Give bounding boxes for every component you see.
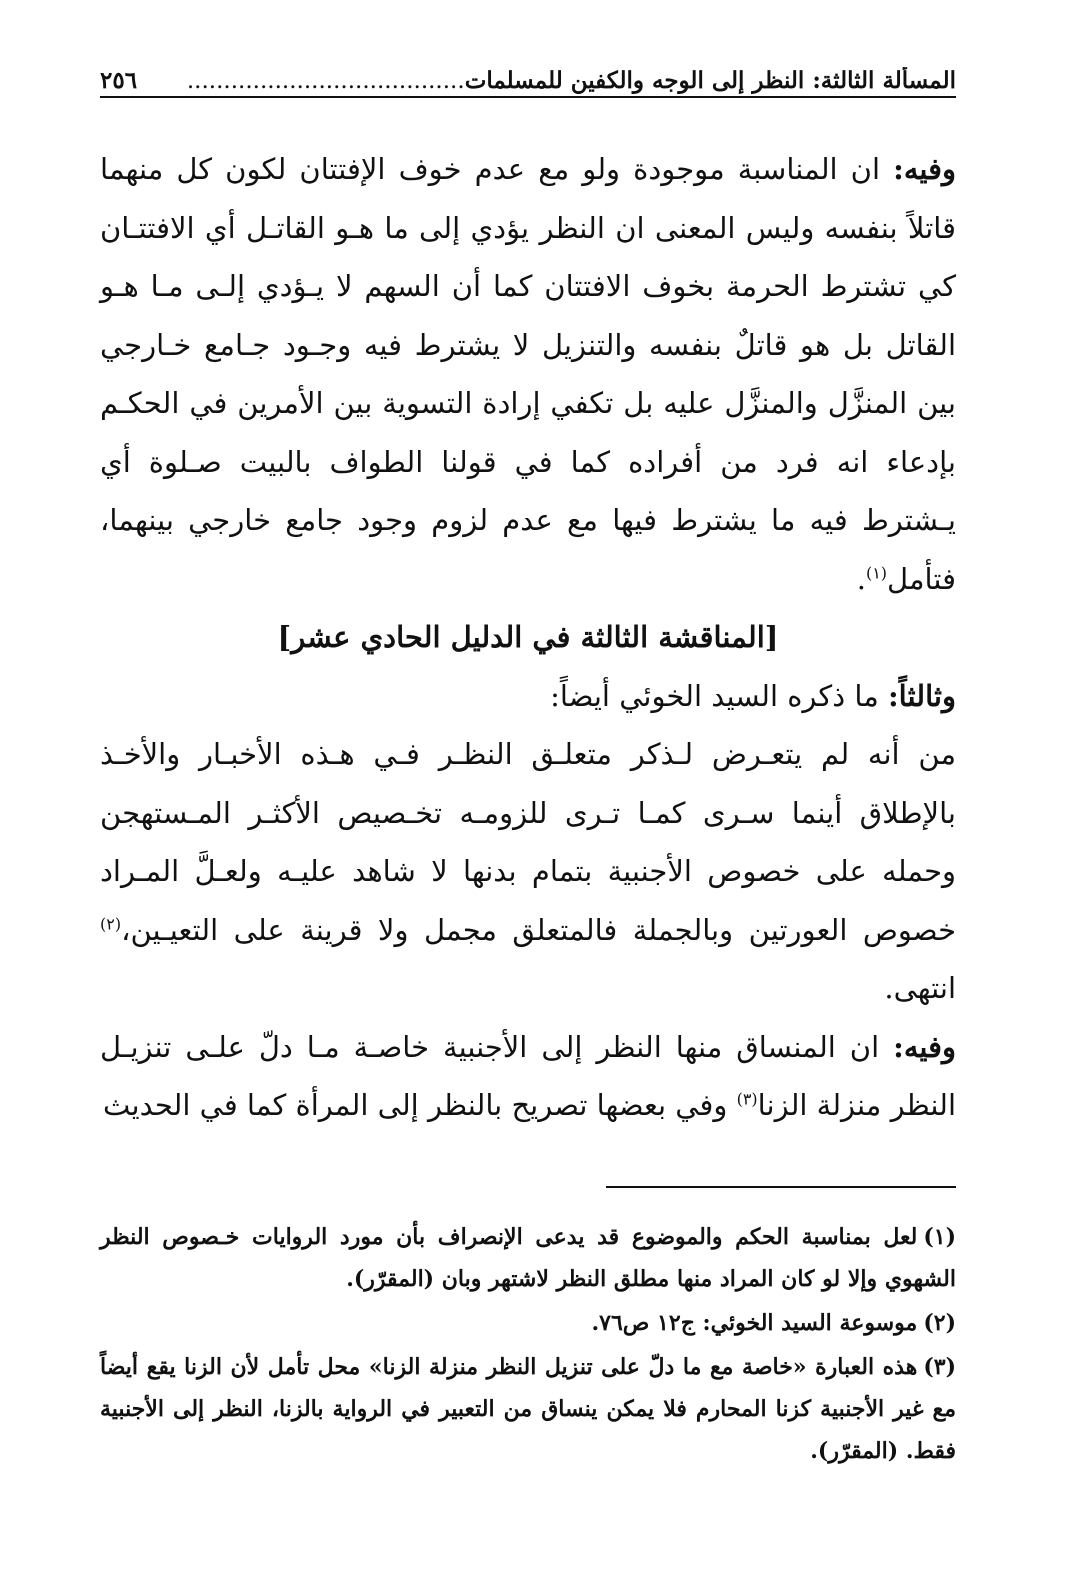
paragraph-3: [100, 725, 956, 1018]
header-title: [145, 67, 956, 94]
footnotes: [100, 1216, 956, 1474]
footnote-3-number: (٣): [923, 1354, 956, 1380]
paragraph-2-lead: وثالثاً:: [887, 678, 956, 713]
paragraph-2-text: ما ذكره السيد الخوئي أيضاً:: [550, 678, 888, 713]
main-text: [100, 140, 956, 1135]
section-heading: [المناقشة الثالثة في الدليل الحادي عشر]: [277, 620, 779, 654]
paragraph-2: [100, 667, 956, 726]
paragraph-1-end: .: [856, 561, 866, 596]
footnote-1-number: (١): [923, 1224, 956, 1250]
footnote-2-text: موسوعة السيد الخوئي: ج١٢ ص٧٦.: [591, 1310, 918, 1336]
paragraph-4-lead: وفيه:: [893, 1029, 956, 1064]
running-header: [100, 52, 956, 98]
paragraph-1-lead: وفيه:: [893, 152, 956, 186]
paragraph-3-end: انتهى.: [884, 971, 956, 1005]
footnote-3-text: هذه العبارة «خاصة مع ما دلّ على تنزيل النظر منزلة الزنا» محل تأمل لأن الزنا يقع أيضاً مع غير الأجنبية كزنا المحارم فلا يمكن ينساق من التعبير في الرواية بالزنا، النظر إلى الأجنبية فقط. (المقرّر).: [100, 1354, 956, 1464]
paragraph-4-text-2: وفي بعضها تصريح بالنظر إلى المرأة كما في الحديث: [103, 1088, 737, 1122]
paragraph-1: [100, 140, 956, 608]
footnote-3: [100, 1346, 956, 1472]
header-title-text: المسألة الثالثة: النظر إلى الوجه والكفين للمسلمات: [464, 67, 956, 94]
page-number: ٢٥٦: [100, 67, 138, 94]
footnote-ref-2[interactable]: (٢): [100, 913, 122, 933]
footnote-1: [100, 1216, 956, 1300]
footnote-ref-3[interactable]: (٣): [736, 1089, 758, 1109]
paragraph-1-text: ان المناسبة موجودة ولو مع عدم خوف الإفتتان لكون كل منهما قاتلاً بنفسه وليس المعنى ان النظر يؤدي إلى ما هـو القاتـل أي الافتتـان كي تشترط الحرمة بخوف الافتتان كما أن السهم لا يـؤدي إلـى مـا هـو القاتل بل هو قاتلٌ بنفسه والتنزيل لا يشترط فيه وجـود جـامع خـارجي بين المنزَّل والمنزَّل عليه بل تكفي إرادة التسوية بين الأمرين في الحكـم بإدعاء انه فرد من أفراده كما في قولنا الطواف بالبيت صـلوة أي يـشترط فيه ما يشترط فيها مع عدم لزوم وجود جامع خارجي بينهما، فتأمل: [100, 152, 956, 596]
paragraph-3-text: من أنه لم يتعـرض لـذكر متعلـق النظـر فـي هـذه الأخبـار والأخـذ بالإطلاق أينما سـرى كمـا تـرى للزومـه تخـصيص الأكثـر المـستهجن وحمله على خصوص الأجنبية بتمام بدنها لا شاهد عليـه ولعـلَّ المـراد خصوص العورتين وبالجملة فالمتعلق مجمل ولا قرينة على التعيـين،: [100, 737, 956, 947]
footnote-ref-1[interactable]: (١): [865, 562, 888, 582]
header-leader-dots: ......................................: [186, 68, 465, 94]
footnote-separator: [606, 1186, 956, 1188]
footnote-2-number: (٢): [923, 1310, 956, 1336]
footnote-2: [100, 1302, 956, 1344]
paragraph-4: [100, 1018, 956, 1135]
paragraph-4-text-1: ان المنساق منها النظر إلى الأجنبية خاصـة مـا دلّ علـى تنزيـل النظر منزلة الزنا: [100, 1029, 956, 1122]
footnote-1-text: لعل بمناسبة الحكم والموضوع قد يدعى الإنصراف بأن مورد الروايات خـصوص النظر الشهوي وإلا لو كان المراد منها مطلق النظر لاشتهر وبان (المقرّر).: [100, 1224, 956, 1292]
